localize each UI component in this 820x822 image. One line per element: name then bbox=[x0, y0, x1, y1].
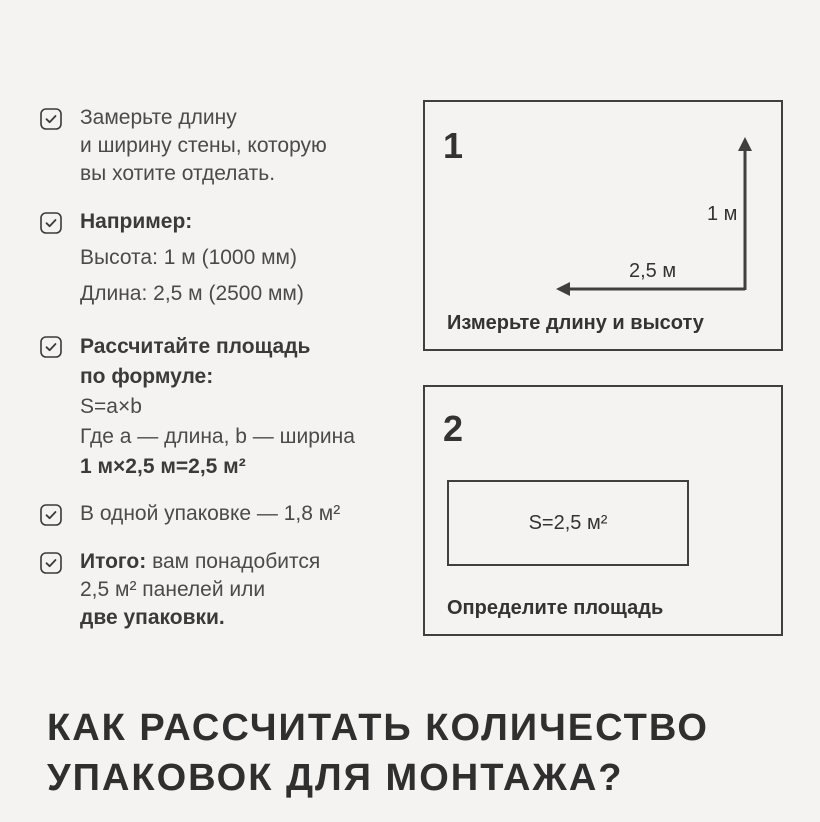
checklist-line: по формуле: bbox=[80, 365, 214, 388]
check-icon bbox=[40, 212, 62, 234]
checklist bbox=[38, 104, 408, 632]
area-label: S=2,5 м² bbox=[528, 511, 608, 534]
checklist-line: Где a — длина, b — ширина bbox=[80, 425, 355, 448]
checklist-line: Итого: вам понадобится bbox=[80, 550, 321, 573]
checklist-line: 1 м×2,5 м=2,5 м² bbox=[80, 455, 246, 478]
checklist-line: две упаковки. bbox=[80, 606, 225, 629]
checklist-item-example bbox=[38, 204, 408, 312]
checklist-line: Рассчитайте площадь bbox=[80, 335, 311, 358]
length-label: 2,5 м bbox=[629, 260, 677, 282]
checklist-line: Например: bbox=[80, 210, 193, 233]
checklist-line: вы хотите отделать. bbox=[80, 162, 276, 185]
title-line-1: КАК РАССЧИТАТЬ КОЛИЧЕСТВО bbox=[47, 707, 709, 749]
checklist-line: S=a×b bbox=[80, 395, 142, 418]
area-rectangle bbox=[447, 480, 689, 566]
checklist-line: и ширину стены, которую bbox=[80, 134, 327, 157]
check-icon bbox=[40, 504, 62, 526]
title-line-2: УПАКОВОК ДЛЯ МОНТАЖА? bbox=[47, 757, 624, 799]
height-label: 1 м bbox=[707, 203, 738, 225]
step1-caption: Измерьте длину и высоту bbox=[447, 312, 704, 334]
checklist-line: Высота: 1 м (1000 мм) bbox=[80, 246, 297, 269]
step1-card bbox=[423, 100, 783, 351]
checklist-line: Замерьте длину bbox=[80, 106, 237, 129]
step2-number: 2 bbox=[443, 408, 464, 449]
check-icon bbox=[40, 336, 62, 358]
checklist-item-formula bbox=[38, 332, 408, 482]
checklist-line: Длина: 2,5 м (2500 мм) bbox=[80, 282, 304, 305]
step1-number: 1 bbox=[443, 125, 464, 166]
checklist-line: 2,5 м² панелей или bbox=[80, 578, 266, 601]
checklist-item-total bbox=[38, 548, 408, 632]
page-title bbox=[47, 703, 709, 803]
checklist-item-measure bbox=[38, 104, 408, 188]
check-icon bbox=[40, 108, 62, 130]
step2-card bbox=[423, 385, 783, 636]
checklist-item-package bbox=[38, 500, 408, 528]
check-icon bbox=[40, 552, 62, 574]
checklist-line: В одной упаковке — 1,8 м² bbox=[80, 502, 341, 525]
step2-caption: Определите площадь bbox=[447, 597, 664, 619]
